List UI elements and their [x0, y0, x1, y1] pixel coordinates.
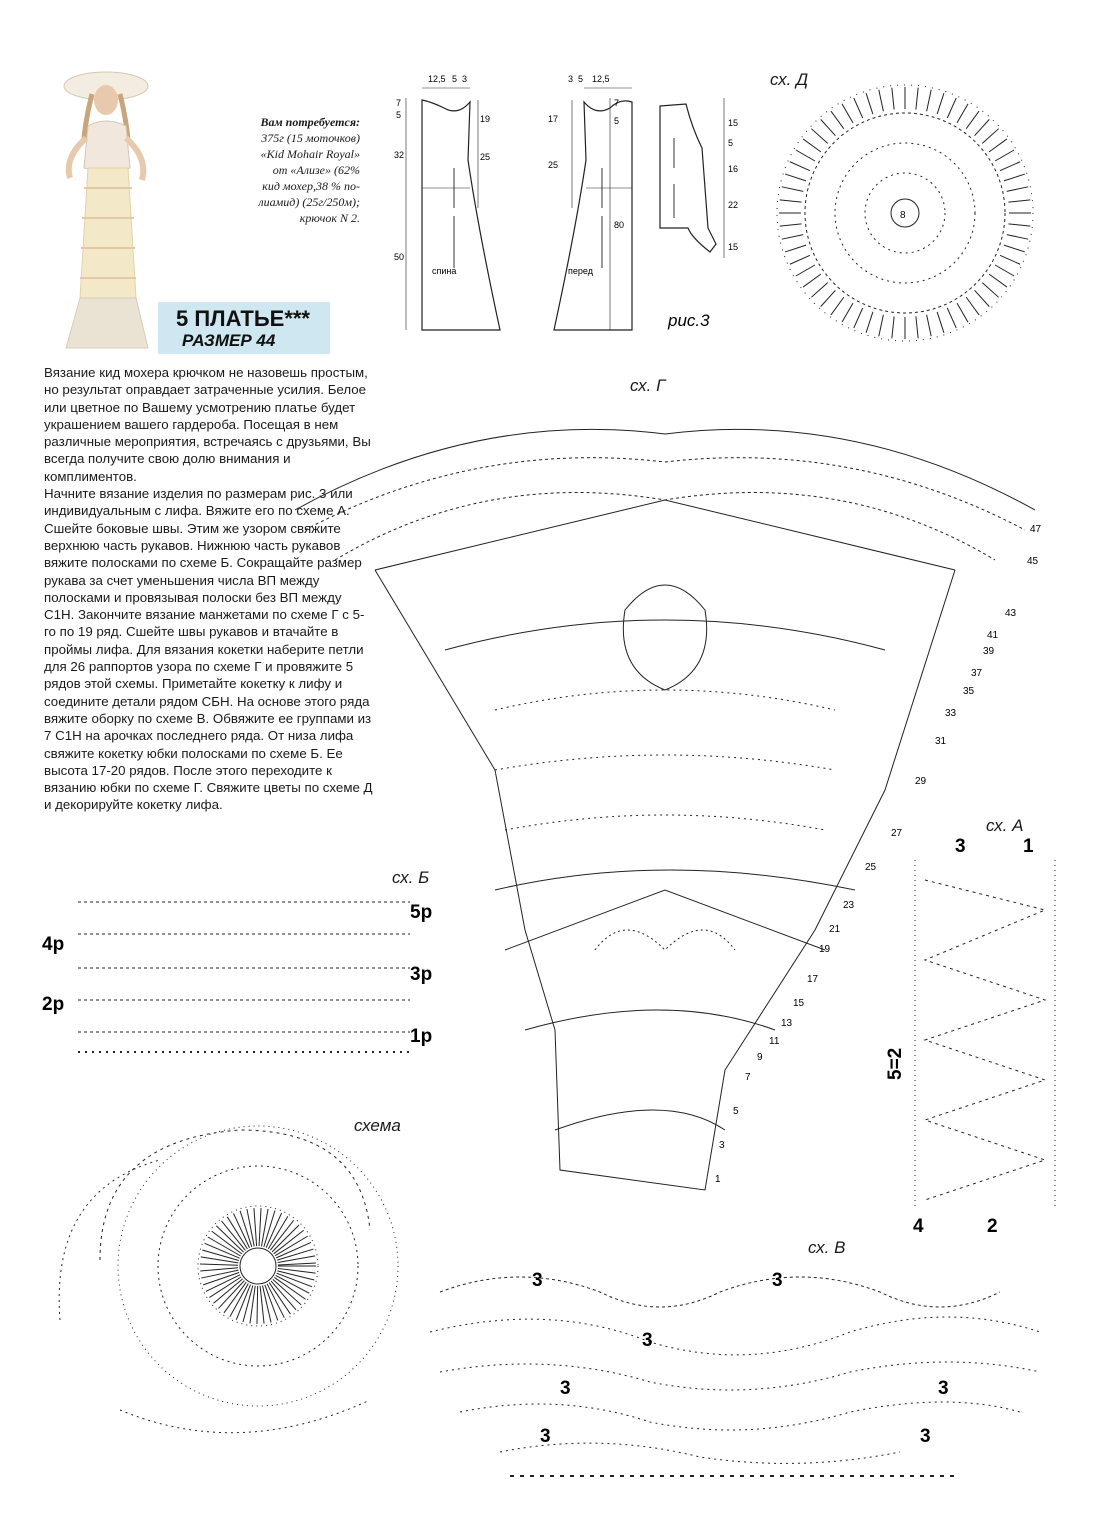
scheme-g-row-number: 43 — [1005, 608, 1017, 619]
scheme-a-label: сх. А — [986, 816, 1024, 835]
scheme-a-diagram — [885, 836, 1065, 1237]
scheme-g-row-number: 45 — [1027, 556, 1039, 567]
scheme-a-top-mark: 3 — [955, 836, 966, 857]
article-title: 5 ПЛАТЬЕ*** — [176, 306, 310, 331]
size-label: РАЗМЕР 44 — [182, 331, 276, 350]
scheme-g-row-number: 41 — [987, 630, 999, 641]
scheme-g-row-number: 27 — [891, 828, 903, 839]
dim-label: 7 — [614, 98, 620, 108]
dim-label: 16 — [728, 164, 739, 174]
scheme-b-row-label: 2р — [42, 994, 65, 1015]
scheme-g-row-number: 9 — [757, 1052, 763, 1063]
materials-line: крючок N 2. — [299, 211, 360, 225]
scheme-g-row-number: 1 — [715, 1174, 721, 1185]
dim-label: 12,5 — [428, 74, 446, 84]
scheme-a-bottom-mark: 2 — [987, 1216, 998, 1237]
dim-label: 15 — [728, 242, 739, 252]
scheme-d-label: сх. Д — [770, 70, 809, 89]
scheme-v-mark: 3 — [532, 1270, 543, 1291]
dim-label: 22 — [728, 200, 739, 210]
scheme-b-row-label: 5р — [410, 902, 433, 923]
materials-line: лиамид) (25г/250м); — [258, 195, 360, 209]
scheme-v-mark: 3 — [938, 1378, 949, 1399]
scheme-g-row-number: 17 — [807, 974, 819, 985]
dim-label: 3 — [568, 74, 574, 84]
scheme-v-diagram — [400, 1262, 1060, 1492]
scheme-a-bottom-mark: 4 — [913, 1216, 924, 1237]
scheme-g-row-number: 25 — [865, 862, 877, 873]
dim-label: 25 — [480, 152, 491, 162]
scheme-v-mark: 3 — [540, 1426, 551, 1447]
scheme-b-row-label: 3р — [410, 964, 433, 985]
model-photo — [44, 48, 162, 356]
scheme-g-row-number: 39 — [983, 646, 995, 657]
scheme-g-row-number: 11 — [769, 1036, 780, 1047]
back-label: спина — [432, 266, 457, 276]
scheme-g-row-number: 7 — [745, 1072, 751, 1083]
dim-label: 5 — [396, 110, 402, 120]
dim-label: 7 — [396, 98, 402, 108]
materials-line: «Kid Mohair Royal» — [260, 147, 360, 161]
dim-label: 32 — [394, 150, 405, 160]
scheme-d-diagram — [770, 78, 1042, 350]
materials-line: 375г (15 моточков) — [261, 131, 360, 145]
dim-label: 25 — [548, 160, 559, 170]
scheme-v-label: сх. В — [808, 1238, 846, 1257]
instructions-text: Вязание кид мохера крючком не назовешь простым, но результат оправдает затраченные усилия. Белое или цветное по Вашему усмотрению платье будет украшением вашего гардероба. Посещая в нем различные мероприятия, встречаясь с друзьями, Вы всегда получите свою долю внимания и комплиментов. Начните вязание изделия по размерам рис. 3 или индивидуальным с лифа. Вяжите его по схеме А. Сшейте боковые швы. Этим же узором свяжите верхнюю часть рукавов. Нижнюю часть рукавов вяжите полосками по схеме Б. Сокращайте размер рукава за счет уменьшения числа ВП между полосками и провязывая полоски без ВП между С1Н. Закончите вязание манжетами по схеме Г с 5-го по 19 ряд. Сшейте швы рукавов и втачайте в проймы лифа. Для вязания кокетки наберите петли для 26 раппортов узора по схеме Г и провяжите 5 рядов этой схемы. Приметайте кокетку к лифу и соедините детали рядом СБН. На основе этого ряда вяжите оборку по схеме В. Обвяжите ее группами из 7 С1Н на арочках последнего ряда. От низа лифа свяжите кокетку юбки полосками по схеме Б. Ее высота 17-20 рядов. После этого переходите к вязанию юбки по схеме Г. Свяжите цветы по схеме Д и декорируйте кокетку лифа. — [44, 365, 373, 813]
scheme-b-label: сх. Б — [392, 868, 430, 887]
dim-label: 5 — [728, 138, 734, 148]
scheme-g-row-number: 37 — [971, 668, 983, 679]
scheme-g-label: сх. Г — [630, 376, 666, 395]
scheme-g-row-number: 35 — [963, 686, 975, 697]
scheme-g-row-number: 23 — [843, 900, 855, 911]
scheme-v-mark: 3 — [642, 1330, 653, 1351]
materials-line: от «Ализе» (62% — [272, 163, 360, 177]
scheme-g-row-number: 15 — [793, 998, 805, 1009]
materials-heading: Вам потребуется: — [260, 115, 360, 129]
scheme-v-mark: 3 — [920, 1426, 931, 1447]
dim-label: 80 — [614, 220, 625, 230]
dim-label: 17 — [548, 114, 559, 124]
scheme-g-row-number: 5 — [733, 1106, 739, 1117]
materials-block — [222, 114, 360, 226]
dim-label: 5 — [452, 74, 458, 84]
scheme-g-row-number: 3 — [719, 1140, 725, 1151]
dim-label: 5 — [614, 116, 620, 126]
pattern-drawing — [392, 68, 752, 338]
materials-line: кид мохер,38 % по- — [262, 179, 360, 193]
flower-scheme-diagram — [40, 1080, 400, 1460]
scheme-b-row-label: 4р — [42, 934, 65, 955]
scheme-g-row-number: 33 — [945, 708, 957, 719]
scheme-v-mark: 3 — [560, 1378, 571, 1399]
scheme-b-row-label: 1р — [410, 1026, 433, 1047]
dim-label: 3 — [462, 74, 468, 84]
flower-center-mark: 8 — [900, 210, 906, 221]
dim-label: 19 — [480, 114, 491, 124]
front-label: перед — [568, 266, 593, 276]
scheme-v-mark: 3 — [772, 1270, 783, 1291]
scheme-a-repeat: 5=2 — [885, 1047, 906, 1080]
scheme-g-row-number: 21 — [829, 924, 841, 935]
dim-label: 50 — [394, 252, 405, 262]
scheme-g-row-number: 31 — [935, 736, 947, 747]
scheme-g-row-number: 19 — [819, 944, 831, 955]
scheme-b-diagram — [40, 892, 440, 1062]
figure-label: рис.3 — [668, 311, 710, 330]
scheme-g-row-number: 29 — [915, 776, 927, 787]
dim-label: 5 — [578, 74, 584, 84]
flower-scheme-label: схема — [354, 1116, 401, 1135]
scheme-g-row-number: 13 — [781, 1018, 793, 1029]
scheme-g-row-number: 47 — [1030, 524, 1042, 535]
scheme-a-top-mark: 1 — [1023, 836, 1034, 857]
dim-label: 15 — [728, 118, 739, 128]
dim-label: 12,5 — [592, 74, 610, 84]
